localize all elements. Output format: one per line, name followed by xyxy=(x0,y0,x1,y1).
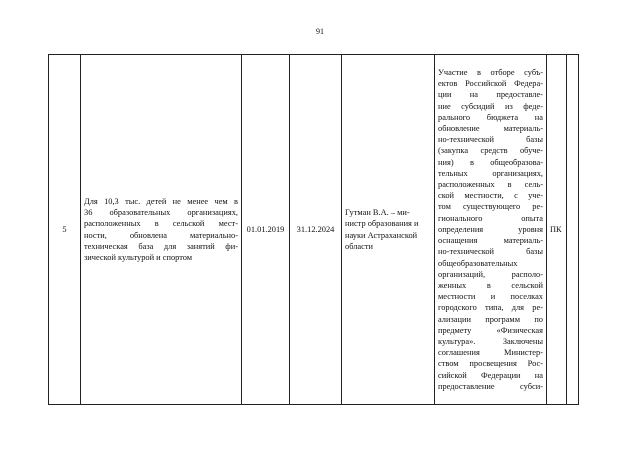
result-line: сийской Федерации на xyxy=(438,370,543,380)
result-line: Участие в отборе субъ- xyxy=(438,68,543,78)
description-line: техническая база для занятий фи- xyxy=(84,241,238,251)
result-line: ализации программ по xyxy=(438,314,543,324)
empty-cell xyxy=(567,55,579,405)
description-line: расположенных в сельской мест- xyxy=(84,219,238,229)
description-line: зической культурой и спортом xyxy=(84,252,193,262)
row-number: 5 xyxy=(62,224,67,234)
responsible-cell xyxy=(342,55,435,405)
result-line: соглашения Министер- xyxy=(438,348,543,358)
result-line: обновление материаль- xyxy=(438,124,543,134)
result-line: ектов Российской Федера- xyxy=(438,79,543,89)
row-number-cell xyxy=(49,55,81,405)
result-line: предоставление субси- xyxy=(438,381,543,391)
description-line: 36 образовательных организациях, xyxy=(84,208,238,218)
result-line: ния) в общеобразова- xyxy=(438,157,543,167)
code-cell xyxy=(547,55,567,405)
table-row xyxy=(49,55,579,405)
result-line: но-технической базы xyxy=(438,247,543,257)
responsible-line: нистр образования и xyxy=(345,219,419,229)
result-line: расположенных в сель- xyxy=(438,180,543,190)
result-line: ской местности, с уче- xyxy=(438,191,543,201)
result-line: организаций, располо- xyxy=(438,269,543,279)
result-cell xyxy=(435,55,547,405)
result-line: культура». Заключены xyxy=(438,336,543,346)
description-cell xyxy=(81,55,242,405)
description-line: ности, обновлена материально- xyxy=(84,230,238,240)
result-line: том существующего ре- xyxy=(438,202,543,212)
result-line: (закупка средств обуче- xyxy=(438,146,543,156)
plan-table xyxy=(48,54,579,405)
result-line: тельных организациях, xyxy=(438,168,543,178)
result-line: женных в сельской xyxy=(438,280,543,290)
code-value: ПК xyxy=(550,224,562,234)
responsible-line: области xyxy=(345,241,373,251)
result-line: ством просвещения Рос- xyxy=(438,359,543,369)
result-line: ние субсидий из феде- xyxy=(438,101,543,111)
result-line: но-технической базы xyxy=(438,135,543,145)
result-line: оснащения материаль- xyxy=(438,236,543,246)
result-line: определения уровня xyxy=(438,224,543,234)
result-line: предмету «Физическая xyxy=(438,325,543,335)
result-line: гионального опыта xyxy=(438,213,543,223)
result-line: рального бюджета на xyxy=(438,112,543,122)
result-line: городского типа, для ре- xyxy=(438,303,543,313)
page-number: 91 xyxy=(316,27,324,36)
end-date: 31.12.2024 xyxy=(296,224,335,234)
responsible-line: Гутман В.А. – ми- xyxy=(345,208,410,218)
responsible-line: науки Астраханской xyxy=(345,230,418,240)
result-line: ции на предоставле- xyxy=(438,90,543,100)
end-date-cell xyxy=(290,55,342,405)
description-line: Для 10,3 тыс. детей не менее чем в xyxy=(84,196,238,206)
start-date: 01.01.2019 xyxy=(246,224,285,234)
result-line: общеобразовательных xyxy=(438,258,518,268)
result-line: местности и поселках xyxy=(438,292,543,302)
start-date-cell xyxy=(242,55,290,405)
